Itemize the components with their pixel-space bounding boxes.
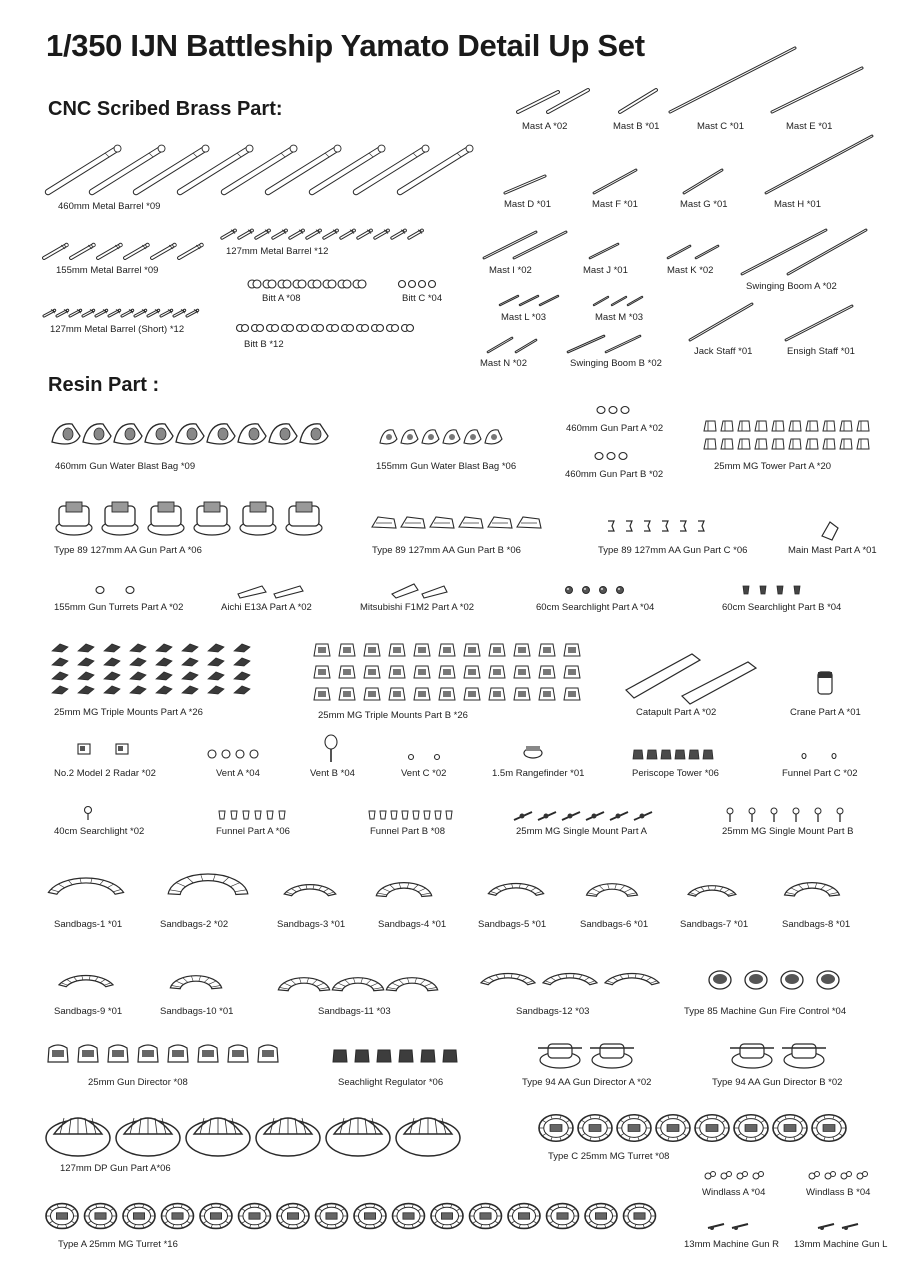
part-label-director25: 25mm Gun Director *08 (88, 1077, 188, 1088)
part-label-sb9: Sandbags-9 *01 (54, 1006, 123, 1017)
catapult-group (626, 654, 756, 704)
part-label-barrel155: 155mm Metal Barrel *09 (56, 265, 159, 276)
part-label-radar: No.2 Model 2 Radar *02 (54, 768, 156, 779)
part-label-mastC: Mast C *01 (697, 121, 744, 132)
part-label-mgL: 13mm Machine Gun L (794, 1239, 888, 1250)
bitt-b-group (237, 325, 414, 332)
dp-gun-127-group (46, 1118, 460, 1156)
part-label-windB: Windlass B *04 (806, 1187, 871, 1198)
rangefinder (524, 746, 542, 758)
part-label-sb7: Sandbags-7 *01 (680, 919, 749, 930)
barrel-155mm-group (44, 243, 203, 258)
part-label-dp127: 127mm DP Gun Part A*06 (60, 1163, 171, 1174)
searchlight-60-a-group (566, 587, 624, 594)
part-label-mastA: Mast A *02 (522, 121, 568, 132)
triple-mounts-a-group (52, 644, 250, 694)
barrel-460mm-group (48, 145, 473, 192)
part-label-bittC: Bitt C *04 (402, 293, 443, 304)
part-label-search60A: 60cm Searchlight Part A *04 (536, 602, 655, 613)
type-a-mg-turret-group (46, 1204, 656, 1229)
part-label-mastD: Mast D *01 (504, 199, 551, 210)
mg-13mm-r-group (708, 1224, 748, 1230)
type89-part-a-group (56, 502, 322, 535)
part-label-mastE: Mast E *01 (786, 121, 833, 132)
part-label-singleA: 25mm MG Single Mount Part A (516, 826, 647, 837)
part-label-sb11: Sandbags-11 *03 (318, 1006, 391, 1017)
part-label-search40: 40cm Searchlight *02 (54, 826, 145, 837)
part-label-r460A: 460mm Gun Part A *02 (566, 423, 664, 434)
mg-13mm-l-group (818, 1224, 858, 1230)
part-label-sb1: Sandbags-1 *01 (54, 919, 123, 930)
part-label-r460bag: 460mm Gun Water Blast Bag *09 (55, 461, 196, 472)
part-label-sb8: Sandbags-8 *01 (782, 919, 851, 930)
part-label-sb5: Sandbags-5 *01 (478, 919, 547, 930)
turret-155-group (96, 587, 134, 594)
part-label-barrel127s: 127mm Metal Barrel (Short) *12 (50, 324, 185, 335)
aichi-e13a-group (238, 586, 303, 598)
part-label-bittB: Bitt B *12 (244, 339, 284, 350)
part-label-t94A: Type 94 AA Gun Director A *02 (522, 1077, 652, 1088)
part-label-r155bag: 155mm Gun Water Blast Bag *06 (376, 461, 517, 472)
part-label-mgR: 13mm Machine Gun R (684, 1239, 780, 1250)
funnel-b-group (369, 811, 452, 819)
part-label-ventB: Vent B *04 (310, 768, 355, 779)
vent-a-group (208, 750, 258, 758)
part-label-t89A: Type 89 127mm AA Gun Part A *06 (54, 545, 202, 556)
type-c-mg-turret-group (539, 1115, 846, 1142)
single-mount-a-group (514, 812, 652, 820)
part-label-mastB: Mast B *01 (613, 121, 660, 132)
part-label-mastM: Mast M *03 (595, 312, 644, 323)
part-label-seachlight: Seachlight Regulator *06 (338, 1077, 444, 1088)
vent-c-group (409, 755, 440, 760)
part-label-t89B: Type 89 127mm AA Gun Part B *06 (372, 545, 521, 556)
part-label-sb4: Sandbags-4 *01 (378, 919, 447, 930)
part-label-typeC: Type C 25mm MG Turret *08 (548, 1151, 670, 1162)
searchlight-60-b-group (743, 586, 800, 594)
part-label-t89C: Type 89 127mm AA Gun Part C *06 (598, 545, 748, 556)
part-label-mastI: Mast I *02 (489, 265, 532, 276)
single-mount-b-group (727, 808, 843, 822)
mitsubishi-f1m2-group (392, 584, 447, 598)
type85-fire-control-group (709, 971, 839, 989)
part-label-mastN: Mast N *02 (480, 358, 527, 369)
section-resin-heading: Resin Part : (48, 374, 160, 396)
part-label-sb12: Sandbags-12 *03 (516, 1006, 590, 1017)
gun-director-25mm-group (48, 1045, 278, 1062)
part-label-sb2: Sandbags-2 *02 (160, 919, 229, 930)
part-label-swingA: Swinging Boom A *02 (746, 281, 837, 292)
part-label-windA: Windlass A *04 (702, 1187, 766, 1198)
type94-director-b-group (730, 1044, 826, 1068)
water-blast-bag-460-group (52, 424, 328, 444)
water-blast-bag-155-group (380, 430, 502, 444)
gun-460-part-b-group (595, 453, 627, 460)
part-label-tripleB: 25mm MG Triple Mounts Part B *26 (318, 710, 468, 721)
part-label-r460B: 460mm Gun Part B *02 (565, 469, 664, 480)
part-label-barrel460: 460mm Metal Barrel *09 (58, 201, 161, 212)
periscope-tower-group (633, 750, 713, 759)
windlass-a-group (705, 1172, 764, 1180)
part-label-funnelB: Funnel Part B *08 (370, 826, 445, 837)
section-brass-heading: CNC Scribed Brass Part: (48, 98, 283, 120)
bitt-c-group (399, 281, 436, 288)
radar-group (78, 744, 128, 754)
part-label-sb3: Sandbags-3 *01 (277, 919, 346, 930)
main-mast-part-a (822, 522, 838, 540)
part-label-bittA: Bitt A *08 (262, 293, 301, 304)
part-label-ventA: Vent A *04 (216, 768, 260, 779)
part-label-mainMastA: Main Mast Part A *01 (788, 545, 877, 556)
part-label-crane: Crane Part A *01 (790, 707, 861, 718)
part-label-mastF: Mast F *01 (592, 199, 638, 210)
part-label-ensign: Ensigh Staff *01 (787, 346, 855, 357)
crane-group (818, 672, 832, 694)
part-label-t94B: Type 94 AA Gun Director B *02 (712, 1077, 843, 1088)
part-label-mastL: Mast L *03 (501, 312, 547, 323)
part-label-swingB: Swinging Boom B *02 (570, 358, 662, 369)
part-label-singleB: 25mm MG Single Mount Part B (722, 826, 854, 837)
part-label-mgTowerA: 25mm MG Tower Part A *20 (714, 461, 832, 472)
part-label-barrel127: 127mm Metal Barrel *12 (226, 246, 329, 257)
type89-part-c-group (608, 521, 704, 531)
part-label-tripleA: 25mm MG Triple Mounts Part A *26 (54, 707, 203, 718)
part-label-aichi: Aichi E13A Part A *02 (221, 602, 312, 613)
part-label-sb6: Sandbags-6 *01 (580, 919, 649, 930)
searchlight-regulator-group (333, 1050, 457, 1062)
windlass-b-group (809, 1172, 868, 1180)
part-label-typeA: Type A 25mm MG Turret *16 (58, 1239, 178, 1250)
searchlight-40 (85, 807, 92, 821)
part-label-ventC: Vent C *02 (401, 768, 447, 779)
part-label-mastJ: Mast J *01 (583, 265, 628, 276)
part-label-sb10: Sandbags-10 *01 (160, 1006, 234, 1017)
gun-460-part-a-group (597, 407, 629, 414)
part-label-mitsu: Mitsubishi F1M2 Part A *02 (360, 602, 475, 613)
part-label-mastK: Mast K *02 (667, 265, 714, 276)
part-label-periscope: Periscope Tower *06 (632, 768, 719, 779)
part-label-funnelC: Funnel Part C *02 (782, 768, 858, 779)
bitt-a-group (248, 280, 366, 288)
part-label-range: 1.5m Rangefinder *01 (492, 768, 585, 779)
part-label-turret155: 155mm Gun Turrets Part A *02 (54, 602, 184, 613)
part-label-catapult: Catapult Part A *02 (636, 707, 717, 718)
mg-tower-part-a-group (704, 421, 869, 449)
part-label-mastG: Mast G *01 (680, 199, 728, 210)
type94-director-a-group (538, 1044, 634, 1068)
part-label-funnelA: Funnel Part A *06 (216, 826, 290, 837)
vent-b (325, 735, 337, 762)
part-label-search60B: 60cm Searchlight Part B *04 (722, 602, 842, 613)
page-title: 1/350 IJN Battleship Yamato Detail Up Set (46, 28, 645, 63)
part-label-t85: Type 85 Machine Gun Fire Control *04 (684, 1006, 847, 1017)
part-label-jack: Jack Staff *01 (694, 346, 753, 357)
funnel-c-group (802, 754, 836, 759)
funnel-a-group (219, 811, 285, 819)
part-label-mastH: Mast H *01 (774, 199, 821, 210)
triple-mounts-b-group (314, 644, 580, 700)
barrel-127mm-short-group (44, 309, 199, 316)
type89-part-b-group (372, 517, 541, 528)
barrel-127mm-group (222, 229, 423, 238)
